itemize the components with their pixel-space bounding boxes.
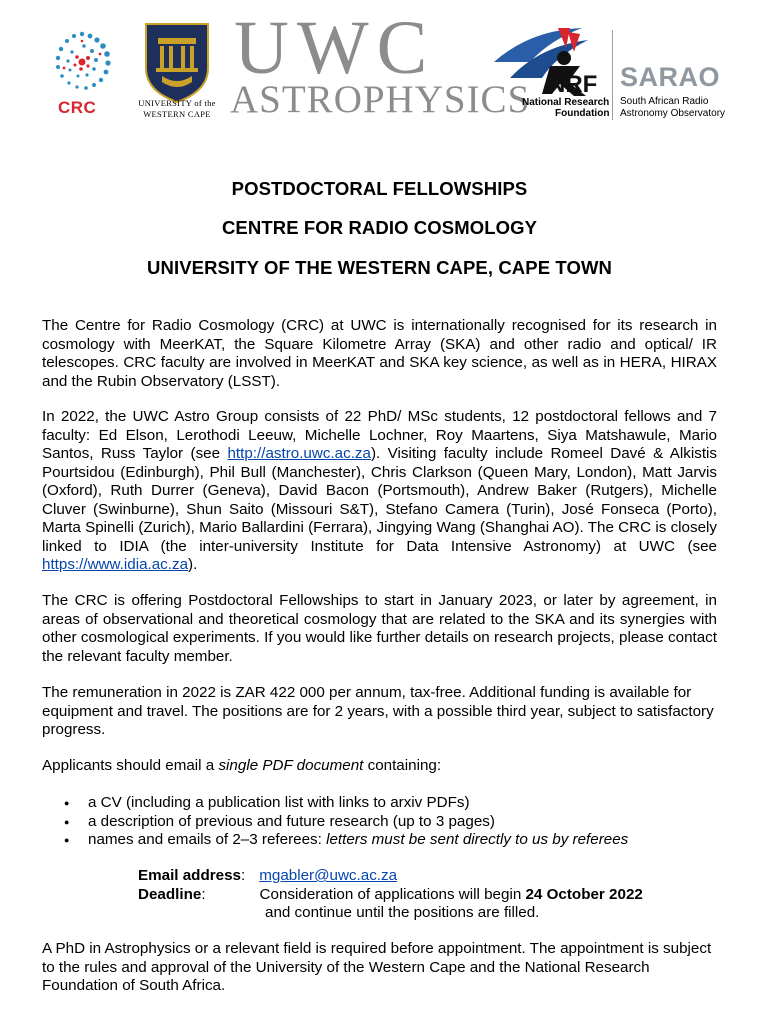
deadline-date: 24 October 2022 (525, 886, 643, 903)
group-text-start: In 2022, the UWC Astro Group consists of 22 PhD/ MSc students, 12 postdoctoral fellows and 7 faculty: Ed Elson, Lerothodi Leeuw, Michelle Lochner, Roy Maartens, Siya Matshawule, Mario Santos, Russ Taylor (see (42, 408, 717, 462)
crc-logo-text: CRC (58, 98, 97, 117)
deadline-label: Deadline (138, 886, 202, 903)
applicants-text-end: containing: (363, 757, 442, 774)
requirements-paragraph: A PhD in Astrophysics or a relevant field is required before appointment. The appointment is subject to the rules and approval of the University of the Western Cape and the National Research Foundation of South Africa. (42, 940, 712, 994)
group-text-middle: ). Visiting faculty include Romeel Davé & Alkistis Pourtsidou (Edinburgh), Phil Bull (Manchester), Chris Clarkson (Queen Mary, London), Matt Jarvis (Oxford), Ruth Durrer (Geneva), David Bacon (Portsmouth), Andrew Baker (Rutgers), Michelle Cluver (Swinburne), Shun Saito (Missouri S&T), Stefano Camera (Turin), José Fonseca (Porto), Marta Spinelli (Zurich), Mario Ballardini (Ferrara), Jingying Wang (Shanghai AO). The CRC is closely linked to IDIA (the inter-university Institute for Data Intensive Astronomy) at UWC (see (42, 445, 718, 555)
title-university: UNIVERSITY OF THE WESTERN CAPE, CAPE TOWN (147, 257, 612, 278)
applicants-paragraph (42, 757, 717, 776)
applicants-text-start: Applicants should email a (42, 757, 219, 774)
sarao-text-line1: South African Radio (620, 96, 709, 107)
email-label: Email address (138, 867, 241, 884)
list-item-research: ● a description of previous and future research (up to 3 pages) (42, 813, 628, 832)
remuneration-paragraph: The remuneration in 2022 is ZAR 422 000 per annum, tax-free. Additional funding is available for equipment and travel. The positions are for 2 years, with a possible third year, subject to satisfactory progress. (42, 684, 714, 738)
email-link[interactable]: mgabler@uwc.ac.za (259, 867, 398, 884)
group-text-end: ). (188, 556, 198, 573)
referees-note: letters must be sent directly to us by referees (326, 831, 629, 848)
requirements-list (42, 794, 628, 850)
deadline-colon: : (201, 886, 206, 903)
sarao-text-line2: Astronomy Observatory (620, 108, 726, 119)
referees-text: names and emails of 2–3 referees: (88, 831, 327, 848)
logo-divider (612, 30, 613, 120)
logo-bar (0, 0, 759, 140)
title-postdoctoral-fellowships: POSTDOCTORAL FELLOWSHIPS (231, 178, 528, 199)
uwc-wordmark: UWC (234, 6, 436, 90)
uwc-crest-text-line1: UNIVERSITY of the (138, 98, 216, 108)
deadline-row (138, 886, 643, 905)
intro-paragraph: The Centre for Radio Cosmology (CRC) at UWC is internationally recognised for its research in cosmology with MeerKAT, the Square Kilometre Array (SKA) and other radio and optical/ IR telescopes. CRC faculty are involved in MeerKAT and SKA key science, as well as in HERA, HIRAX and the Rubin Observatory (LSST). (42, 317, 717, 390)
nrf-text-line2: Foundation (555, 108, 610, 119)
deadline-text: Consideration of applications will begin (259, 886, 526, 903)
group-paragraph (42, 408, 717, 575)
uwc-crest-text-line2: WESTERN CAPE (143, 109, 211, 119)
astro-link[interactable]: http://astro.uwc.ac.za (227, 445, 371, 462)
astrophysics-wordmark: ASTROPHYSICS (230, 78, 531, 121)
email-row (138, 867, 397, 886)
offer-paragraph: The CRC is offering Postdoctoral Fellowships to start in January 2023, or later by agreement, in areas of observational and theoretical cosmology that are related to the SKA and its synergies with other cosmological experiments. If you would like further details on research projects, please contact the relevant faculty member. (42, 592, 717, 665)
nrf-letters: NRF (548, 71, 598, 98)
title-centre-radio-cosmology: CENTRE FOR RADIO COSMOLOGY (221, 217, 538, 238)
deadline-continuation: and continue until the positions are filled. (265, 904, 540, 921)
list-item-cv: ● a CV (including a publication list with links to arxiv PDFs) (42, 794, 628, 813)
list-item-referees (42, 831, 628, 850)
email-colon: : (241, 867, 246, 884)
nrf-text-line1: National Research (522, 97, 610, 108)
applicants-text-italic: single PDF document (218, 757, 364, 774)
idia-link[interactable]: https://www.idia.ac.za (42, 556, 189, 573)
sarao-wordmark: SARAO (620, 62, 721, 92)
